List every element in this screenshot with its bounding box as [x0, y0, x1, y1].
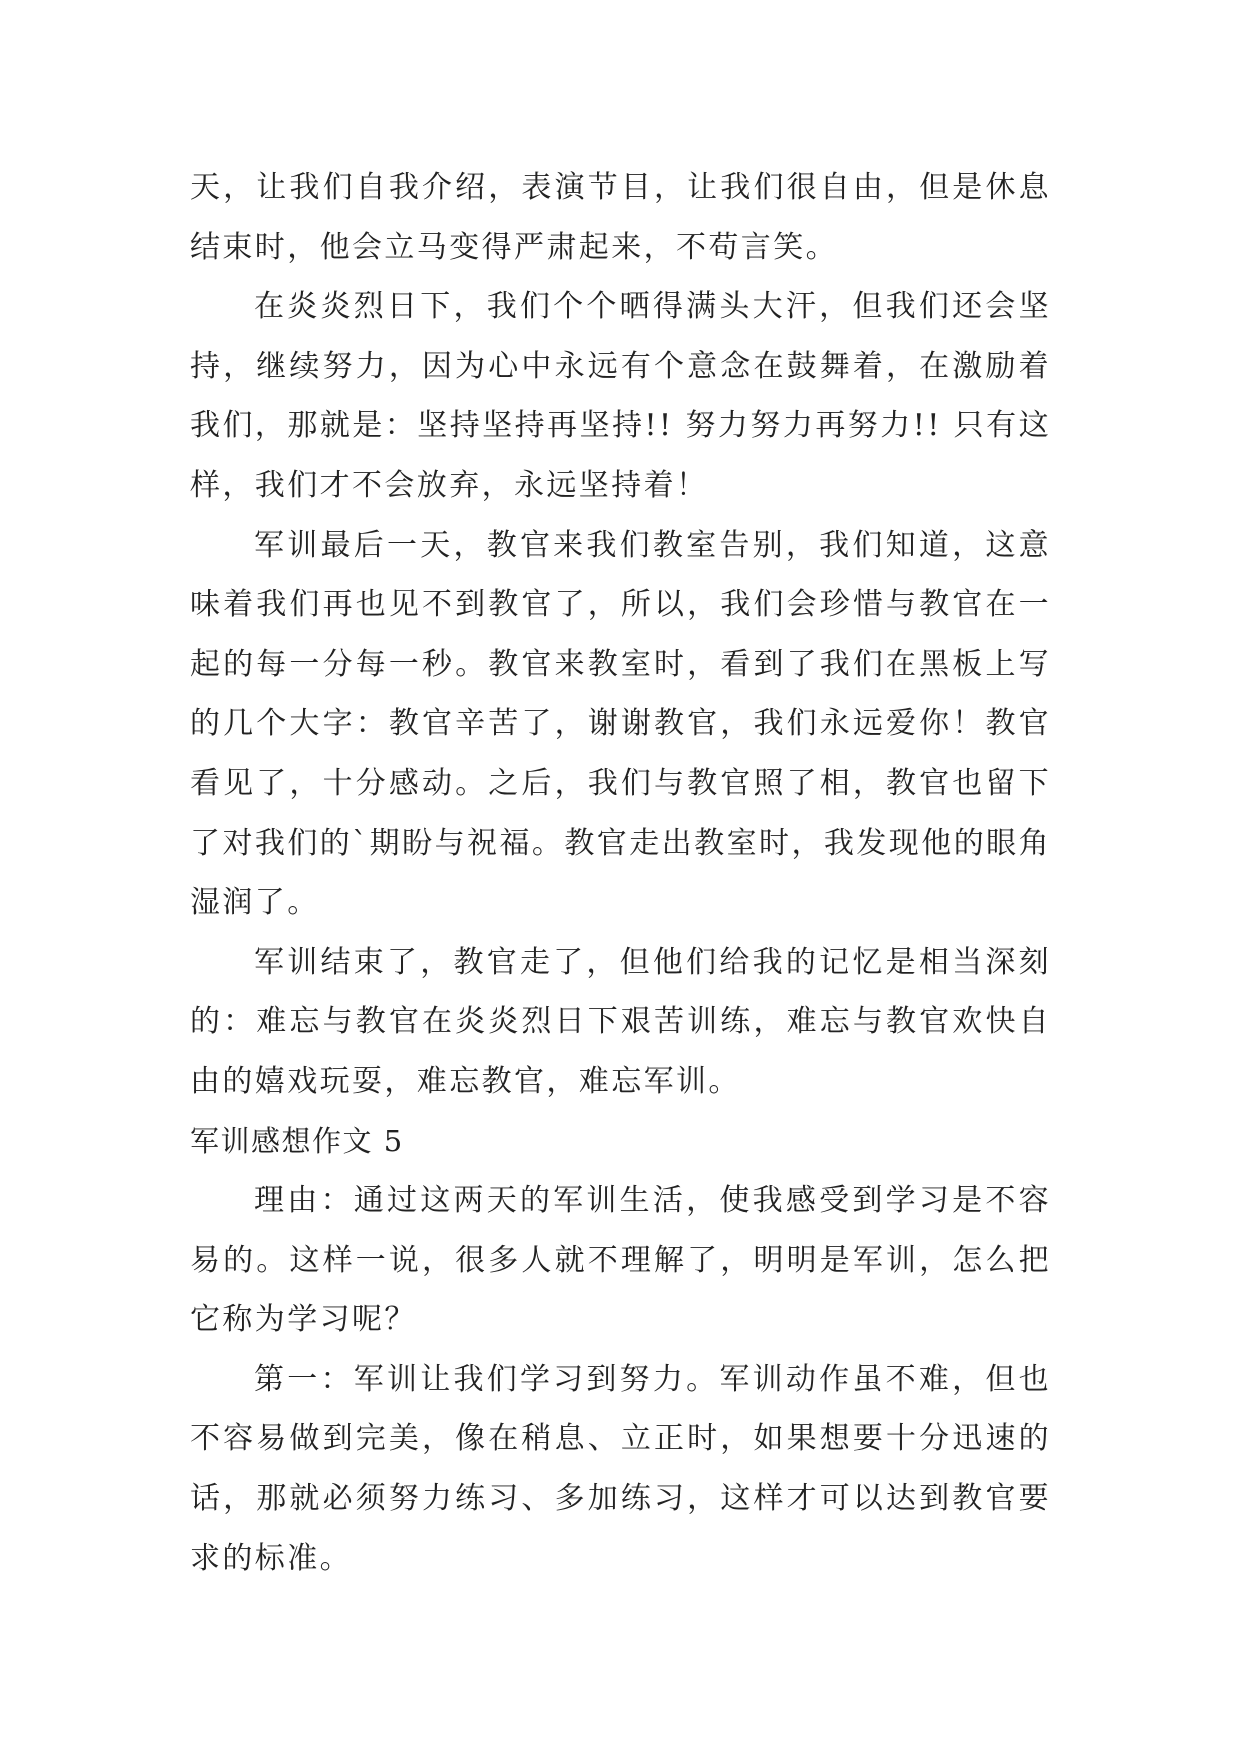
paragraph-2: 在炎炎烈日下，我们个个晒得满头大汗，但我们还会坚持，继续努力，因为心中永远有个意念在鼓舞着，在激励着我们，那就是：坚持坚持再坚持!! 努力努力再努力!! 只有这样，我们才不会放弃，永远坚持着！ [190, 289, 1051, 503]
section-heading: 军训感想作文 5 [190, 1123, 404, 1158]
paragraph-3: 军训最后一天，教官来我们教室告别，我们知道，这意味着我们再也见不到教官了，所以，我们会珍惜与教官在一起的每一分每一秒。教官来教室时，看到了我们在黑板上写的几个大字：教官辛苦了，谢谢教官，我们永远爱你！教官看见了，十分感动。之后，我们与教官照了相，教官也留下了对我们的`期盼与祝福。教官走出教室时，我发现他的眼角湿润了。 [190, 527, 1051, 921]
document-body [190, 158, 1051, 1588]
paragraph-5: 理由：通过这两天的军训生活，使我感受到学习是不容易的。这样一说，很多人就不理解了，明明是军训，怎么把它称为学习呢？ [190, 1183, 1051, 1338]
paragraph-4: 军训结束了，教官走了，但他们给我的记忆是相当深刻的：难忘与教官在炎炎烈日下艰苦训练，难忘与教官欢快自由的嬉戏玩耍，难忘教官，难忘军训。 [190, 944, 1051, 1099]
paragraph-6: 第一：军训让我们学习到努力。军训动作虽不难，但也不容易做到完美，像在稍息、立正时，如果想要十分迅速的话，那就必须努力练习、多加练习，这样才可以达到教官要求的标准。 [190, 1361, 1051, 1576]
paragraph-1: 天，让我们自我介绍，表演节目，让我们很自由，但是休息结束时，他会立马变得严肃起来，不苟言笑。 [190, 170, 1051, 265]
